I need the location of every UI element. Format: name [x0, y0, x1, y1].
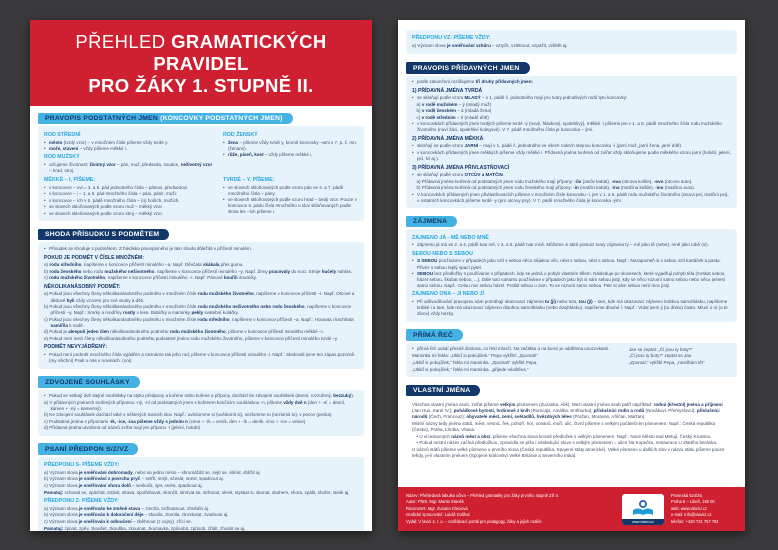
lettered-item: a) V přídavných jménech tvořených příponou -ný, -ní od podstatných jmen s kořenem končícím souhláskou -n, píšeme vždy dvě n (den + -ní = denní, kámen + -ný = kamenný). — [44, 399, 346, 411]
sub-item: b) v rodě ženském – á (mladá žena) — [416, 108, 492, 114]
lettered-item: e) Pokud není mezi členy několikanásobného podmětu podstatné jméno rodu mužského životného, píšeme v koncovce příčestí minulého tvrdé –y. — [44, 335, 339, 341]
bullet-item: • V koncovkách přídavných jmen přivlastňovacích píšeme v množném čísle koncovku -i, jen v 1. a 5. pádě rodu mužského životného (otcovi psi, matčini psi), v ostatních koncovkách píšeme tvrdé -y (pro otcovy psy). V 7. pádě množného čísla je koncovka -ými. — [412, 192, 731, 204]
bullet-item: • město (tvrdý vzor) – v množném čísle píšeme vždy tvrdé y. — [44, 140, 215, 146]
section-pravopis-podstatnych-jmen — [38, 107, 364, 221]
section-header — [38, 113, 293, 125]
bullet-item: • Při odůvodňování pravopisu nám pomáhají ukazovací zájmena tu (ji) nebo tuto, tou (jí) – tam, kde má ukazovací zájmeno krátkou samohlásku, napíšeme krátké i a tam, kde má ukazovací zájmeno dlouhou samohlásku (nebo dvojhlásku), napíšeme dlouhé í. Např.: Vídal jsem ji (tu dívku) často. Mluví o ní (o té dívce) vždy hezky. — [412, 299, 731, 317]
subheading: ROD STŘEDNÍ — [44, 131, 81, 138]
credit-line: Grafické zpracování: Lukáš Dolíhal — [406, 512, 470, 518]
lettered-item: d) Pokud je alespoň jeden člen několikanásobného podmětu rodu mužského životného, píšeme v koncovce příčestí minulého měkké –i. — [44, 329, 324, 335]
bullet-item: • Zájmeno já má ve 2. a 4. pádě tvar mě, v 3. a 6. pádě tvar mně. Můžeme si také pomoct tvary zájmena ty – mě jako tě (sebe), mně jako tobě (si). — [412, 242, 731, 248]
page-left — [30, 20, 372, 531]
section-vlastni-jmena — [406, 379, 737, 463]
paragraph: Pamatuj: schovat se, spáchat, strávit, strava, spotřebovat, skončit, stmívat se, strhnout, slevit, stýskat si, skonat, sbohem, shora, spálit, shořet, stesk aj. — [44, 489, 350, 495]
credit-line: Autor: PhDr. Mgr. Martin Staněk — [406, 499, 464, 505]
paragraph: „Ukliď si pokojíček,“ řekla mi maminka. „Zpomal!“ vykřikl Pepa. — [412, 359, 538, 365]
bullet-item: • ve slovech skloňovaných podle vzoru hrad – tvrdý vzor. Pouze v koncovce 6. pádu čísla množného u slov skloňovaných podle slova les –ích píšeme i. — [223, 197, 358, 215]
section-body — [406, 76, 737, 209]
section-header-label: PSANÍ PŘEDPON S/Z/VZ — [45, 445, 129, 453]
lettered-item: a) Pokud jsou všechny členy několikanásobného podmětu v množném čísle rodu mužského životného, napíšeme v koncovce příčestí –i. Např. Otcové a dědové byli vždy vzorem pro své vnuky a děti. — [44, 291, 355, 303]
lettered-item: c) Význam slova je směřování shora dolů – seskočit, sjet, snést, spadnout aj. — [44, 482, 203, 488]
document-header — [30, 20, 372, 106]
section-header — [406, 329, 463, 341]
contact-line: e-mail: info@vlavici.cz — [671, 512, 712, 518]
column-row — [44, 129, 358, 174]
bullet-item: • S SEBOU používáme v případech jako vzít s sebou něco nějakou věc, nést s sebou, vést s sebou. Např.: Nezapomeň si s sebou vzít kartáček a pastu. Přivez s sebou teplý spací pytel. — [412, 258, 731, 270]
bullet-item: • žena – píšeme vždy tvrdé y, kromě koncovky –ami v 7. p. č. mn. (ženami). — [223, 140, 358, 152]
lettered-item: a) rodu středního, napíšeme v koncovce příčestí minulého –a. Např. Děvčata skákala přes gumu. — [44, 262, 244, 268]
lettered-item: d) Přídavná jména utvořená od názvů zvířat mají jen příponu -í (jelení, holubí) — [44, 425, 201, 431]
credit-line: Recenzent: Mgr. Zuzana Gleciová — [406, 505, 468, 511]
lettered-item: c) Pokud jsou všechny členy několikanásobného podmětu v množném čísle rodu středního, napíšeme v koncovce příčestí –a. Např.: Housata i kachňata namířila k vodě. — [44, 316, 354, 328]
subheading: POKUD JE PODMĚT V ČÍSLE MNOŽNÉM: — [44, 254, 144, 261]
section-header-label: PRAVOPIS PODSTATNÝCH JMEN — [45, 115, 159, 123]
section-header — [38, 229, 169, 241]
section-header-label: ZÁJMENA — [413, 218, 448, 226]
column — [629, 346, 731, 373]
section-body — [406, 343, 737, 377]
section-body — [406, 229, 737, 321]
credit-line: Vydal: V lavici s. r. o. – vzdělávací portál pro pedagogy, žáky a jejich rodiče — [406, 518, 542, 524]
column — [223, 129, 358, 174]
section-shoda-prisudku-s-podmetem — [38, 223, 364, 368]
subheading: 1) PŘÍDAVNÁ JMÉNA TVRDÁ — [412, 87, 483, 94]
subheading: ZÁJMENO JÁ - MĚ NEBO MNĚ — [412, 234, 489, 241]
subheading: PŘEDPONU S- PÍŠEME VŽDY: — [44, 462, 120, 469]
lettered-item: a) Význam slova je směřování vzhůru – vztyčit, vzlétnout, vzpažit, vzlétět aj. — [412, 43, 568, 49]
section-header-label: PŘÍMÁ ŘEČ — [413, 331, 453, 339]
lettered-item: b) rodu ženského nebo rodu mužského neživotného, napíšeme v koncovce příčestí minulého –y. Např. Ženy pracovaly do noci. Stroje hučely nahlas. — [44, 268, 353, 274]
paragraph: „Čí jsou ty boty?“ zeptal se Jan. — [628, 353, 693, 359]
document-title-line1 — [34, 31, 368, 75]
section-header-label: SHODA PŘÍSUDKU S PODMĚTEM — [45, 231, 160, 239]
paragraph: U názvů států píšeme velké písmeno u prvního slova (Česká republika, Spojené státy americké). Velké písmeno u dalších slov v názvu státu píšeme pouze tehdy, je-li vlastním jménem (Spojené království Velké Británie a Severního Irska). — [412, 446, 725, 458]
page-right — [398, 20, 745, 531]
subheading: TVRDÉ – Y, PÍŠEME: — [222, 176, 275, 183]
subheading: NĚKOLIKANÁSOBNÝ PODMĚT: — [44, 283, 121, 290]
credit-line: Název: Přehledová tabulka učiva – Přehled gramatiky pro žáky prvního stupně ZŠ II. — [406, 492, 559, 498]
lettered-item: a) Význam slova je směřování dohromady, nebo na jedno místo – shromáždit se, sejít se, sbírat, sblížit aj. — [44, 469, 261, 475]
section-prima-rec — [406, 324, 737, 377]
section-body — [406, 398, 737, 463]
lettered-item: b) Význam slova je směřován k dokončení děje – zkazila, zlomila, ztroskotat, zvadnout aj. — [44, 512, 229, 518]
section-predponu-vz — [406, 30, 737, 54]
logo-url-label: www.vlavici.cz — [622, 519, 664, 525]
bullet-item: • Pokud není podmět množného čísla vyjádřen a neznáme tak jeho rod, píšeme v koncovce příčestí minulého -i. Např.: Sledovali jsme ten zápas pozorně. (my všichni) Psali o nás v novinách. (oni) — [44, 352, 358, 364]
section-pravopis-pridavnych-jmen — [406, 57, 737, 209]
section-header — [38, 443, 138, 455]
publisher-credits — [406, 493, 615, 526]
subheading: 3) PŘÍDAVNÁ JMÉNA PŘIVLASTŇOVACÍ — [412, 164, 510, 171]
bullet-item: • skloňují se podle vzoru JARNÍ – mají v 1. pádě č. jednotného ve všech rodech stejnou koncovku -í (jarní muž, jarní žena, jarní dítě) — [412, 143, 731, 149]
bullet-item: • Pokud se setkají dvě stejné souhlásky na styku předpony a kořene nebo kořene a přípony, dochází ke zdvojení souhlásek (denní, rozzuřený, bezzubý). — [44, 393, 358, 399]
section-header — [406, 62, 530, 74]
bullet-item: • v koncovce – ovi = 3. a 6. pád jednotného čísla – pánovi, předsedovi. — [44, 185, 215, 191]
subheading: PŘEDPONU Z- PÍŠEME VŽDY: — [44, 497, 119, 504]
section-body — [38, 457, 364, 531]
publisher-contact — [671, 493, 737, 526]
paragraph: Místní názvy tedy jména států, měst, vesnic, řek, pohoří, hor, oceánů, moří, ulic, čtvrtí píšeme s velkým počátečním písmenem. Např.: Česká republika (Česko), Praha, Lhotka, Vltava. — [412, 420, 715, 432]
section-header-label: VLASTNÍ JMÉNA — [413, 387, 471, 395]
bullet-item: • v koncovkách přídavných jmen měkkých píšeme vždy měkké i. Přídavná jména tvořená od zvířat vždy skloňujeme podle měkkého vzoru jarní (holubí, jelení, psí, lví aj.). — [412, 150, 731, 162]
paragraph: „Ukliď si pokojíček,“ řekla mi maminka, „přijede návštěva.“ — [412, 366, 529, 372]
sub-item: a) Přídavná jména tvořená od podstatných jmen rodu mužského mají přípony: -ův (otcův kabát), -ova (otcova košile), -ovo (otcovo auto). — [416, 178, 693, 184]
section-header-label: ZDVOJENÉ SOUHLÁSKY — [45, 378, 130, 386]
section-body — [38, 390, 364, 436]
section-header — [406, 385, 480, 397]
bullet-item: • Přísudek se shoduje s podmětem. Z hlediska pravopisného je tato shoda důležitá v příčestí minulém. — [44, 246, 358, 252]
bullet-item: • v koncovkách přídavných jmen tvrdých píšeme tvrdé -ý (nový, hlávkový, spolehlivý), měkké -i píšeme jen v 1. a 5. pádě množného čísla rodu mužského životného (noví žáci, spolehliví kolegové). V 7. pádě množného čísla je koncovka – ými. — [412, 121, 731, 133]
left-page-content — [30, 106, 372, 531]
sub-item: • Pokud místní název začíná předložkou, zpravidla se píše i následující slovo s velkým písmenem = ulice Na Kopečku, restaurace U Zlatého beránka. — [416, 440, 718, 446]
section-zdvojene-souhlasky — [38, 371, 364, 436]
column — [412, 346, 629, 373]
subheading: MĚKKÉ – I, PÍŠEME: — [44, 176, 96, 183]
subheading: 2) PŘÍDAVNÁ JMÉNA MĚKKÁ — [412, 135, 484, 142]
bullet-item: • ve slovech skloňovaných podle vzoru muž – měkký vzor. — [44, 204, 215, 210]
contact-line: Prosecká 524/26, — [671, 492, 703, 498]
lettered-item: b) Ke zdvojení souhlásek dochází také v některých tvarech slov. Např.: uvědomme si (uvědomit si), nezlomme to (nezlomit to), v pecce (pecka) — [44, 412, 332, 418]
section-header — [38, 376, 140, 388]
section-body — [38, 126, 364, 221]
lettered-item: c) Podstatná jména s příponami -ík, -ice, -ina píšeme vždy s jedním n (cena + -ík = ceník, den + -ík = deník, víno + -ice = vinice) — [44, 418, 306, 424]
open-book-icon — [630, 499, 656, 518]
sub-item: • U víceslovných názvů měst a obcí, píšeme všechna slova kromě předložek s velkým písmenem. Např.: Nové Město nad Metují, Český Krumlov. — [416, 433, 712, 439]
lettered-item: b) Význam slova je směřování z povrchu pryč – setřít, smýt, sčesat, snést, spadnout aj. — [44, 476, 224, 482]
sub-item: b) Přídavná jména tvořená od podstatných jmen rodu ženského mají přípony: -in (matčin kabát), -ina (matčina košile), -ino (matčino auto). — [416, 185, 696, 191]
section-header-suffix: (KONCOVKY PODSTATNÝCH JMEN) — [158, 115, 283, 123]
subheading: ROD MUŽSKÝ — [44, 154, 80, 161]
bullet-item: • se skloňují podle vzoru MLADÝ – v 1. pádě č. jednotného mají pro tvary jednotlivých rodů tyto koncovky: — [412, 95, 731, 101]
paragraph: Jan se zeptal: „Čí jsou ty boty?“ — [628, 346, 693, 352]
lettered-item: b) Pokud jsou všechny členy několikanásobného podmětu v množném čísle rodu mužského neživotného nebo rodu ženského, napíšeme v koncovce příčestí –y. Např.: Smrky a modříny rostly v lese. Babičky a maminky pekly svatební koláčky. — [44, 304, 352, 316]
section-psani-predpon-s-z-vz — [38, 438, 364, 531]
sub-item: c) v rodě středním – é (mladé dítě) — [416, 114, 489, 120]
column — [44, 129, 223, 174]
column — [44, 175, 223, 218]
right-page-content — [398, 56, 745, 470]
paragraph: „Zpomal,“ vykřikl Pepa, „nestíhám tě!“ — [628, 360, 705, 366]
section-header-label: PRAVOPIS PŘÍDAVNÝCH JMEN — [413, 64, 520, 72]
bullet-item: • přímá řeč uvádí přesně doslova, co řekl mluvčí. Na začátku a na konci je oddělena uvozovkami. — [412, 346, 621, 352]
column — [223, 175, 358, 218]
paragraph: Pamatuj: zpívat, zpěv, zkoušet, zkouška, zkoumat, zkumavka, způsobit, způsob, zřídit, zhostit se aj. — [44, 525, 246, 531]
title-words-bold: GRAMATICKÝCH PRAVIDEL — [153, 31, 327, 74]
section-zajmena — [406, 210, 737, 321]
document-title-line2: PRO ŽÁKY 1. STUPNĚ II. — [88, 74, 314, 96]
contact-line: Praha 8 – Libeň, 180 00 — [671, 499, 715, 505]
paragraph: Všechna vlastní jména osob, zvířat píšeme velkým písmenem (Zuzanka, Alík). Mezi vlastní jména osob patří například: rodná (křestní) jména a příjmení (Jan Hus, Karel IV.); pohádkové bytosti, hrdinové z knih (Rumcajs, Amálka, Sněhurka); příslušníci rodin a rodů (Novákovi, Přemyslovci); příslušníci národů (Čech, Francouz); obyvatelé měst, zemí, světadílů, hvězdných těles (Pražan, Moravan, Afričan, Marťan). — [412, 402, 723, 420]
bullet-item: • určujeme životnost: životný vzor – pán, muž, předseda, soudce, neživotný vzor – hrad, stroj. — [44, 162, 215, 174]
bullet-item: • růže, píseň, kost – vždy píšeme měkké i. — [223, 152, 358, 158]
subheading: ZÁJMENO ONA – JI NEBO JÍ — [412, 291, 484, 298]
bullet-item: • se skloňují podle vzoru OTCŮV a MATČIN. — [412, 172, 731, 178]
bullet-item: • podle zakončení rozlišujeme tři druhy přídavných jmen: — [412, 79, 731, 85]
paragraph: Maminka mi řekla: „Ukliď si pokojíček.“ Pepa vykřikl: „Zpomal!“ — [412, 353, 538, 359]
lettered-item: a) Význam slova je směřován ke změně stavu – zmrzla, zežloutnout, zhnědlo aj. — [44, 505, 210, 511]
bullet-item: • moře, stavení – vždy píšeme měkké i. — [44, 146, 215, 152]
section-body — [38, 242, 364, 368]
publisher-footer — [398, 487, 745, 531]
subheading: SEBOU NEBO S SEBOU — [412, 250, 473, 257]
subheading: ROD ŽENSKÝ — [222, 131, 258, 138]
contact-line: web: www.vlavici.cz — [671, 505, 707, 511]
title-word-prehled: PŘEHLED — [75, 31, 166, 52]
bullet-item: • SEBOU bez předložky s používáme v případech, kdy se jedná o pohyb vlastním tělem. Následuje po slovesech, které vyjadřují pohyb těla (mrskat sebou, házet sebou, škubat sebou, ...). Dále tuto variantu používáme v případech jako být si sám sebou jistý, kdy se něco rozumí samo sebou nebo něco je/není samo sebou. Např.: Celou noc sebou házel. Praštil sebou o zem. To se rozumí samo sebou. Petr si sám sebou není moc jistý. — [412, 271, 731, 289]
subheading: PŘEDPONU VZ- PÍŠEME VŽDY: — [412, 35, 491, 42]
column-row — [44, 175, 358, 218]
lettered-item: c) rodu mužského životného, napíšeme v koncovce příčestí minulého –i. Např. Pánové kouřili doutníky. — [44, 275, 257, 281]
bullet-item: • v koncovce – ích v 6. pádě množného čísla – (o) hoších, mužích. — [44, 198, 215, 204]
subheading: PODMĚT NEVYJÁDŘENÝ: — [44, 344, 108, 351]
vlavici-logo — [622, 494, 664, 525]
bullet-item: • v koncovce – i – 1. a 5. pád množného čísla – páni, páni!, muži. — [44, 191, 215, 197]
bullet-item: • ve slovech skloňovaných podle vzoru stroj – měkký vzor. — [44, 211, 215, 217]
lettered-item: c) Význam slova je směřován k odloučení – zběhnout (z vojny), zříci se. — [44, 518, 193, 524]
column-row — [412, 346, 731, 373]
sub-item: a) v rodě mužském – ý (mladý muž) — [416, 101, 492, 107]
contact-line: telefon: +420 721 757 781 — [671, 518, 719, 524]
section-header — [406, 216, 457, 228]
bullet-item: • ve slovech skloňovaných podle vzoru pán ve 4. a 7. pádě množného čísla – pány. — [223, 185, 358, 197]
